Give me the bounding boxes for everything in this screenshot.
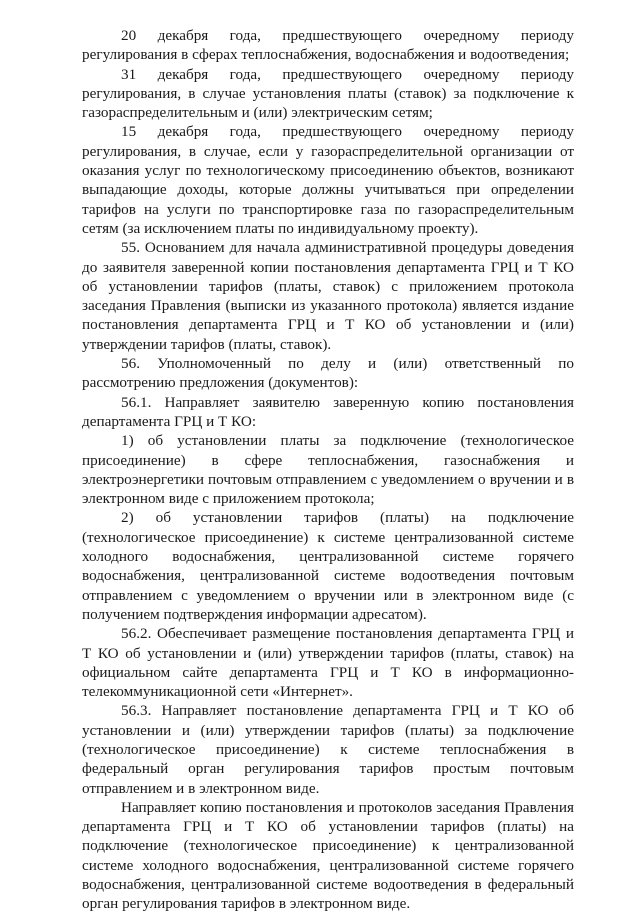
paragraph-56-2: 56.2. Обеспечивает размещение постановления департамента ГРЦ и Т КО об установлении и (или) утверждении тарифов (платы, ставок) на официальном сайте департамента ГРЦ и Т КО в информационно-телекоммуникационной сети «Интернет». [82,625,574,701]
paragraph-deadline-20-december: 20 декабря года, предшествующего очередному периоду регулирования в сферах теплоснабжения, водоснабжения и водоотведения; [82,27,574,64]
paragraph-56-3: 56.3. Направляет постановление департамента ГРЦ и Т КО об установлении и (или) утверждении тарифов (платы) за подключение (технологическое присоединение) к системе теплоснабжения в федеральный орган регулирования тарифов простым почтовым отправлением и в электронном виде. [82,702,574,797]
paragraph-deadline-15-december: 15 декабря года, предшествующего очередному периоду регулирования, в случае, если у газораспределительной организации от оказания услуг по технологическому присоединению объектов, возникают выпадающие доходы, которые должны учитываться при определении тарифов на услуги по транспортировке газа по газораспределительным сетям (за исключением платы по индивидуальному проекту). [82,123,574,237]
paragraph-56: 56. Уполномоченный по делу и (или) ответственный по рассмотрению предложения (документов): [82,355,574,392]
paragraph-56-3-continued: Направляет копию постановления и протоколов заседания Правления департамента ГРЦ и Т КО об установлении тарифов (платы) на подключение (технологическое присоединение) к централизованной системе холодного водоснабжения, централизованной системе горячего водоснабжения, централизованной системе водоотведения в федеральный орган регулирования тарифов в электронном виде. [82,798,574,913]
paragraph-56-1-item-2: 2) об установлении тарифов (платы) на подключение (технологическое присоединение) к системе централизованной системе холодного водоснабжения, централизованной системе горячего водоснабжения, централизованной системе водоотведения почтовым отправлением с уведомлением о вручении или в электронном виде (с получением подтверждения информации адресатом). [82,509,574,623]
paragraph-56-1: 56.1. Направляет заявителю заверенную копию постановления департамента ГРЦ и Т КО: [82,393,574,430]
paragraph-55: 55. Основанием для начала административной процедуры доведения до заявителя заверенной копии постановления департамента ГРЦ и Т КО об установлении тарифов (платы, ставок) с приложением протокола заседания Правления (выписки из указанного протокола) является издание постановления департамента ГРЦ и Т КО об установлении и (или) утверждении тарифов (платы, ставок). [82,239,574,353]
paragraph-56-1-item-1: 1) об установлении платы за подключение (технологическое присоединение) в сфере теплоснабжения, газоснабжения и электроэнергетики почтовым отправлением с уведомлением о вручении и в электронном виде с приложением протокола; [82,432,574,508]
paragraph-deadline-31-december: 31 декабря года, предшествующего очередному периоду регулирования, в случае установления платы (ставок) за подключение к газораспределительным и (или) электрическим сетям; [82,65,574,122]
document-body [82,26,574,914]
